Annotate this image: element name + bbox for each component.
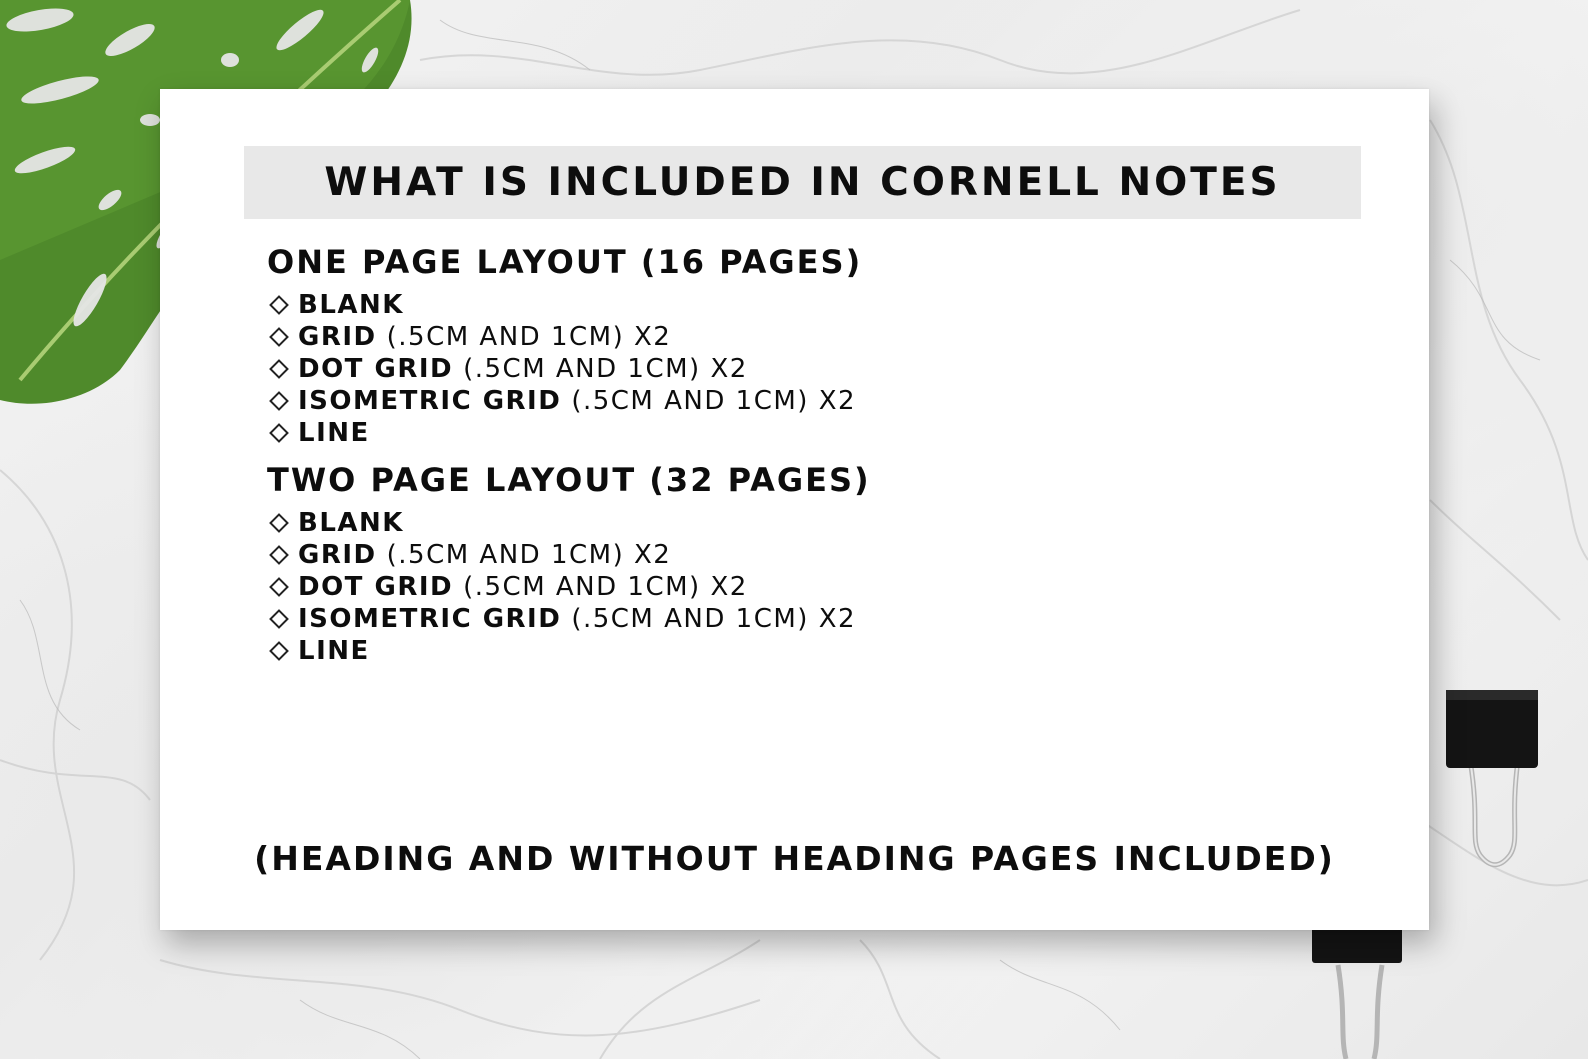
item-list	[267, 289, 1267, 449]
list-item	[267, 539, 1267, 571]
diamond-bullet-icon	[269, 359, 289, 379]
section-two-page	[267, 457, 1267, 667]
item-name: BLANK	[298, 508, 404, 538]
item-detail: (.5CM AND 1CM) X2	[386, 322, 672, 352]
list-item	[267, 321, 1267, 353]
diamond-bullet-icon	[269, 513, 289, 533]
item-name: ISOMETRIC GRID	[298, 386, 562, 416]
item-detail: (.5CM AND 1CM) X2	[463, 572, 748, 602]
info-card	[160, 89, 1429, 930]
list-item	[267, 635, 1267, 667]
diamond-bullet-icon	[269, 641, 289, 661]
item-detail: (.5CM AND 1CM) X2	[386, 540, 672, 570]
list-item	[267, 603, 1267, 635]
item-name: GRID	[298, 540, 377, 570]
item-detail: (.5CM AND 1CM) X2	[571, 386, 857, 416]
binder-clip-icon	[1310, 925, 1410, 1059]
item-name: DOT GRID	[298, 572, 454, 602]
section-heading: ONE PAGE LAYOUT (16 PAGES)	[267, 243, 863, 281]
binder-clip-icon	[1440, 690, 1550, 880]
list-item	[267, 571, 1267, 603]
item-list	[267, 507, 1267, 667]
list-item	[267, 417, 1267, 449]
item-detail: (.5CM AND 1CM) X2	[571, 604, 857, 634]
diamond-bullet-icon	[269, 327, 289, 347]
title-band	[244, 146, 1361, 219]
item-name: DOT GRID	[298, 354, 454, 384]
list-item	[267, 353, 1267, 385]
diamond-bullet-icon	[269, 577, 289, 597]
diamond-bullet-icon	[269, 391, 289, 411]
item-name: BLANK	[298, 290, 404, 320]
diamond-bullet-icon	[269, 423, 289, 443]
list-item	[267, 385, 1267, 417]
page-title: WHAT IS INCLUDED IN CORNELL NOTES	[324, 160, 1281, 205]
footer-note: (HEADING AND WITHOUT HEADING PAGES INCLUDED)	[254, 839, 1335, 878]
item-name: GRID	[298, 322, 377, 352]
contents-list	[267, 239, 1267, 667]
diamond-bullet-icon	[269, 609, 289, 629]
item-name: ISOMETRIC GRID	[298, 604, 562, 634]
item-name: LINE	[298, 636, 370, 666]
list-item	[267, 289, 1267, 321]
diamond-bullet-icon	[269, 545, 289, 565]
item-detail: (.5CM AND 1CM) X2	[463, 354, 748, 384]
diamond-bullet-icon	[269, 295, 289, 315]
section-heading: TWO PAGE LAYOUT (32 PAGES)	[267, 461, 871, 499]
section-one-page	[267, 239, 1267, 449]
item-name: LINE	[298, 418, 370, 448]
list-item	[267, 507, 1267, 539]
